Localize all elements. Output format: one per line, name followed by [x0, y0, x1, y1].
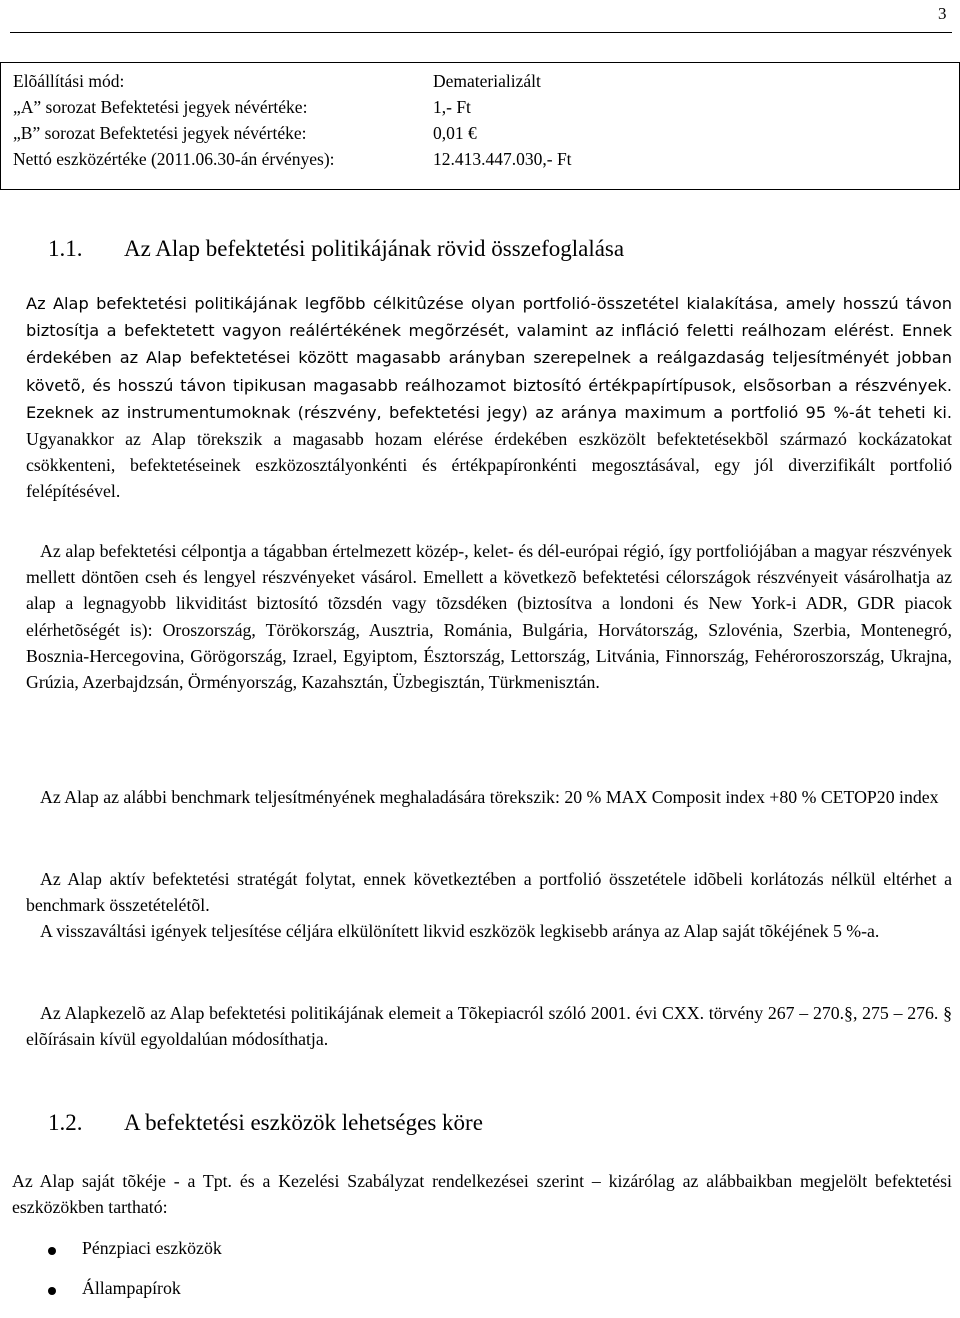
info-value: Dematerializált [433, 71, 541, 91]
list-item [40, 1278, 222, 1318]
list-item-label: Állampapírok [82, 1278, 181, 1298]
policy-text-sans: Az Alap befektetési politikájának legfõbb célkitûzése olyan portfolió-összetétel kialakítása, amely hosszú távon biztosítja a befektetett vagyon reálértékének megõrzését, valamint az infláció feletti reálhozam elérést. Ennek érdekében az Alap befektetései között magasabb arányban szerepelnek a reálgazdaság teljesítményét jobban követõ, és hosszú távon tipikusan magasabb reálhozamot biztosító értékpapírtípusok, elsõsorban a részvények. Ezeknek az instrumentumoknak (részvény, befektetési jegy) az aránya maximum a portfolió 95 %-át teheti ki. [26, 294, 952, 422]
header-rule [10, 32, 952, 33]
eligible-assets-list [40, 1238, 222, 1318]
list-item [40, 1238, 222, 1278]
page-number: 3 [938, 4, 947, 23]
fund-info-box [0, 62, 960, 190]
section-number: 1.2. [48, 1110, 83, 1135]
info-value: 0,01 € [433, 123, 477, 143]
info-label: „A” sorozat Befektetési jegyek névértéke: [13, 97, 308, 117]
info-value: 1,- Ft [433, 97, 471, 117]
info-value: 12.413.447.030,- Ft [433, 149, 572, 169]
section-title: A befektetési eszközök lehetséges köre [124, 1110, 483, 1135]
target-region-paragraph: Az alap befektetési célpontja a tágabban értelmezett közép-, kelet- és dél-európai régió, így portfoliójában a magyar részvények mellett döntõen cseh és lengyel részvényeket vásárol. Emellett a következõ befektetési célországok részvényeit vásárolhatja az alap a legnagyobb likviditást biztosító tõzsdén vagy tõzsdéken (biztosítva a londoni és New York-i ADR, GDR piacok elérhetõségét is): Oroszország, Törökország, Ausztria, Románia, Bulgária, Horvátország, Szlovénia, Szerbia, Montenegró, Bosznia-Hercegovina, Görögország, Izrael, Egyiptom, Észtország, Lettország, Litvánia, Finnország, Fehéroroszország, Ukrajna, Grúzia, Azerbajdzsán, Örményország, Kazahsztán, Üzbegisztán, Türkmenisztán. [26, 541, 952, 693]
eligible-assets-paragraph: Az Alap saját tõkéje - a Tpt. és a Kezelési Szabályzat rendelkezései szerint – kizárólag az alábbaikban megjelölt befektetési eszközökben tartható: [12, 1171, 952, 1218]
info-label: Nettó eszközértéke (2011.06.30-án érvényes): [13, 149, 335, 169]
benchmark-paragraph: Az Alap az alábbi benchmark teljesítményének meghaladására törekszik: 20 % MAX Composit index +80 % CETOP20 index [40, 787, 939, 807]
legal-modification-paragraph: Az Alapkezelõ az Alap befektetési politikájának elemeit a Tõkepiacról szóló 2001. évi CXX. törvény 267 – 270.§, 275 – 276. § elõírásain kívül egyoldalúan módosíthatja. [26, 1003, 952, 1050]
active-strategy-paragraph: Az Alap aktív befektetési stratégát folytat, ennek következtében a portfolió összetétele idõbeli korlátozás nélkül eltérhet a benchmark összetételétõl. [26, 869, 952, 916]
policy-text-serif: Ugyanakkor az Alap törekszik a magasabb hozam elérése érdekében eszközölt befektetésekbõl származó kockázatokat csökkenteni, befektetéseinek eszközosztályonkénti és értékpapíronkénti megosztásával, egy jól diverzifikált portfolió felépítésével. [26, 429, 952, 502]
list-item-label: Pénzpiaci eszközök [82, 1238, 222, 1258]
info-label: „B” sorozat Befektetési jegyek névértéke: [13, 123, 307, 143]
section-title: Az Alap befektetési politikájának rövid összefoglalása [124, 236, 625, 261]
bullet-icon [48, 1247, 56, 1255]
liquidity-paragraph: A visszaváltási igények teljesítése céljára elkülönített likvid eszközök legkisebb aránya az Alap saját tõkéjének 5 %-a. [40, 921, 880, 941]
section-number: 1.1. [48, 236, 83, 261]
policy-paragraph [26, 290, 952, 505]
info-label: Elõállítási mód: [13, 71, 125, 91]
bullet-icon [48, 1287, 56, 1295]
